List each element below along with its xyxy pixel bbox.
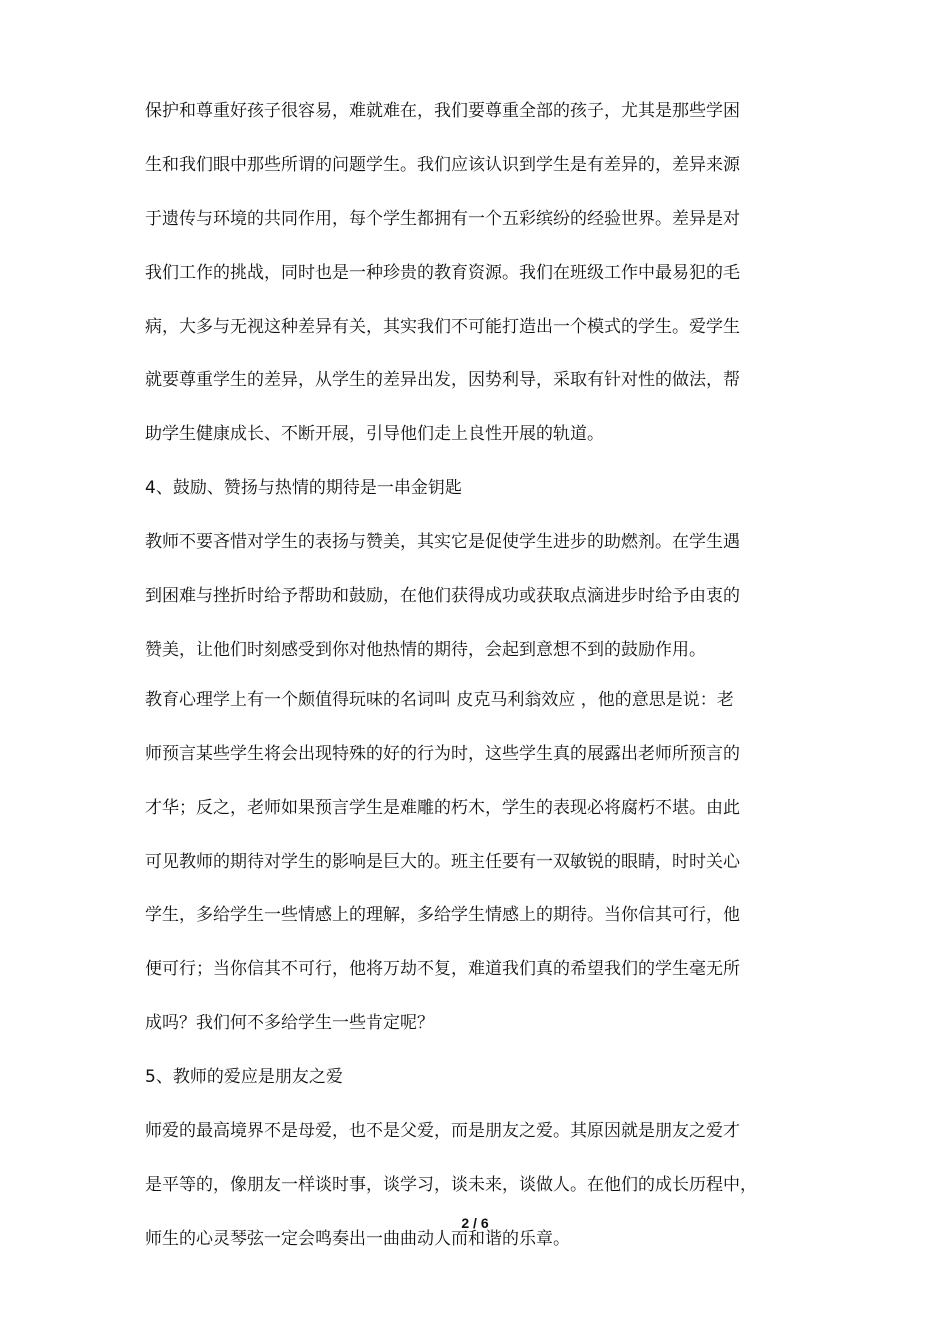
text-line: 病，大多与无视这种差异有关，其实我们不可能打造出一个模式的学生。爱学生 (145, 316, 740, 337)
text-line: 助学生健康成长、不断开展，引导他们走上良性开展的轨道。 (145, 424, 604, 445)
text-line: 是平等的，像朋友一样谈时事，谈学习，谈未来，谈做人。在他们的成长历程中， (145, 1174, 757, 1195)
text-line: 学生，多给学生一些情感上的理解，多给学生情感上的期待。当你信其可行，他 (145, 905, 740, 926)
text-line: 就要尊重学生的差异，从学生的差异出发，因势利导，采取有针对性的做法，帮 (145, 370, 740, 391)
text-line: 赞美，让他们时刻感受到你对他热情的期待，会起到意想不到的鼓励作用。 (145, 639, 706, 660)
text-line: 师爱的最高境界不是母爱，也不是父爱，而是朋友之爱。其原因就是朋友之爱才 (145, 1121, 740, 1142)
text-line: 教师不要吝惜对学生的表扬与赞美，其实它是促使学生进步的助燃剂。在学生遇 (145, 532, 740, 553)
text-line: 于遗传与环境的共同作用，每个学生都拥有一个五彩缤纷的经验世界。差异是对 (145, 208, 740, 229)
text-line: 便可行；当你信其不可行，他将万劫不复，难道我们真的希望我们的学生毫无所 (145, 959, 740, 980)
text-line: 成吗？我们何不多给学生一些肯定呢？ (145, 1013, 434, 1034)
text-line: 教育心理学上有一个颇值得玩味的名词叫 皮克马利翁效应 ，他的意思是说：老 (145, 689, 734, 710)
text-line: 我们工作的挑战，同时也是一种珍贵的教育资源。我们在班级工作中最易犯的毛 (145, 262, 740, 283)
document-body (145, 98, 815, 1280)
text-line: 生和我们眼中那些所谓的问题学生。我们应该认识到学生是有差异的，差异来源 (145, 154, 740, 175)
text-line: 师预言某些学生将会出现特殊的好的行为时，这些学生真的展露出老师所预言的 (145, 743, 740, 764)
section-heading-5: 5、教师的爱应是朋友之爱 (145, 1067, 343, 1088)
text-line: 师生的心灵琴弦一定会鸣奏出一曲曲动人而和谐的乐章。 (145, 1228, 570, 1249)
text-line: 到困难与挫折时给予帮助和鼓励，在他们获得成功或获取点滴进步时给予由衷的 (145, 586, 740, 607)
section-heading-4: 4、鼓励、赞扬与热情的期待是一串金钥匙 (145, 478, 462, 499)
page-number: 2 / 6 (461, 1215, 489, 1231)
text-line: 可见教师的期待对学生的影响是巨大的。班主任要有一双敏锐的眼睛，时时关心 (145, 851, 740, 872)
text-line: 保护和尊重好孩子很容易，难就难在，我们要尊重全部的孩子，尤其是那些学困 (145, 101, 740, 121)
text-line: 才华；反之，老师如果预言学生是难雕的朽木，学生的表现必将腐朽不堪。由此 (145, 797, 740, 818)
